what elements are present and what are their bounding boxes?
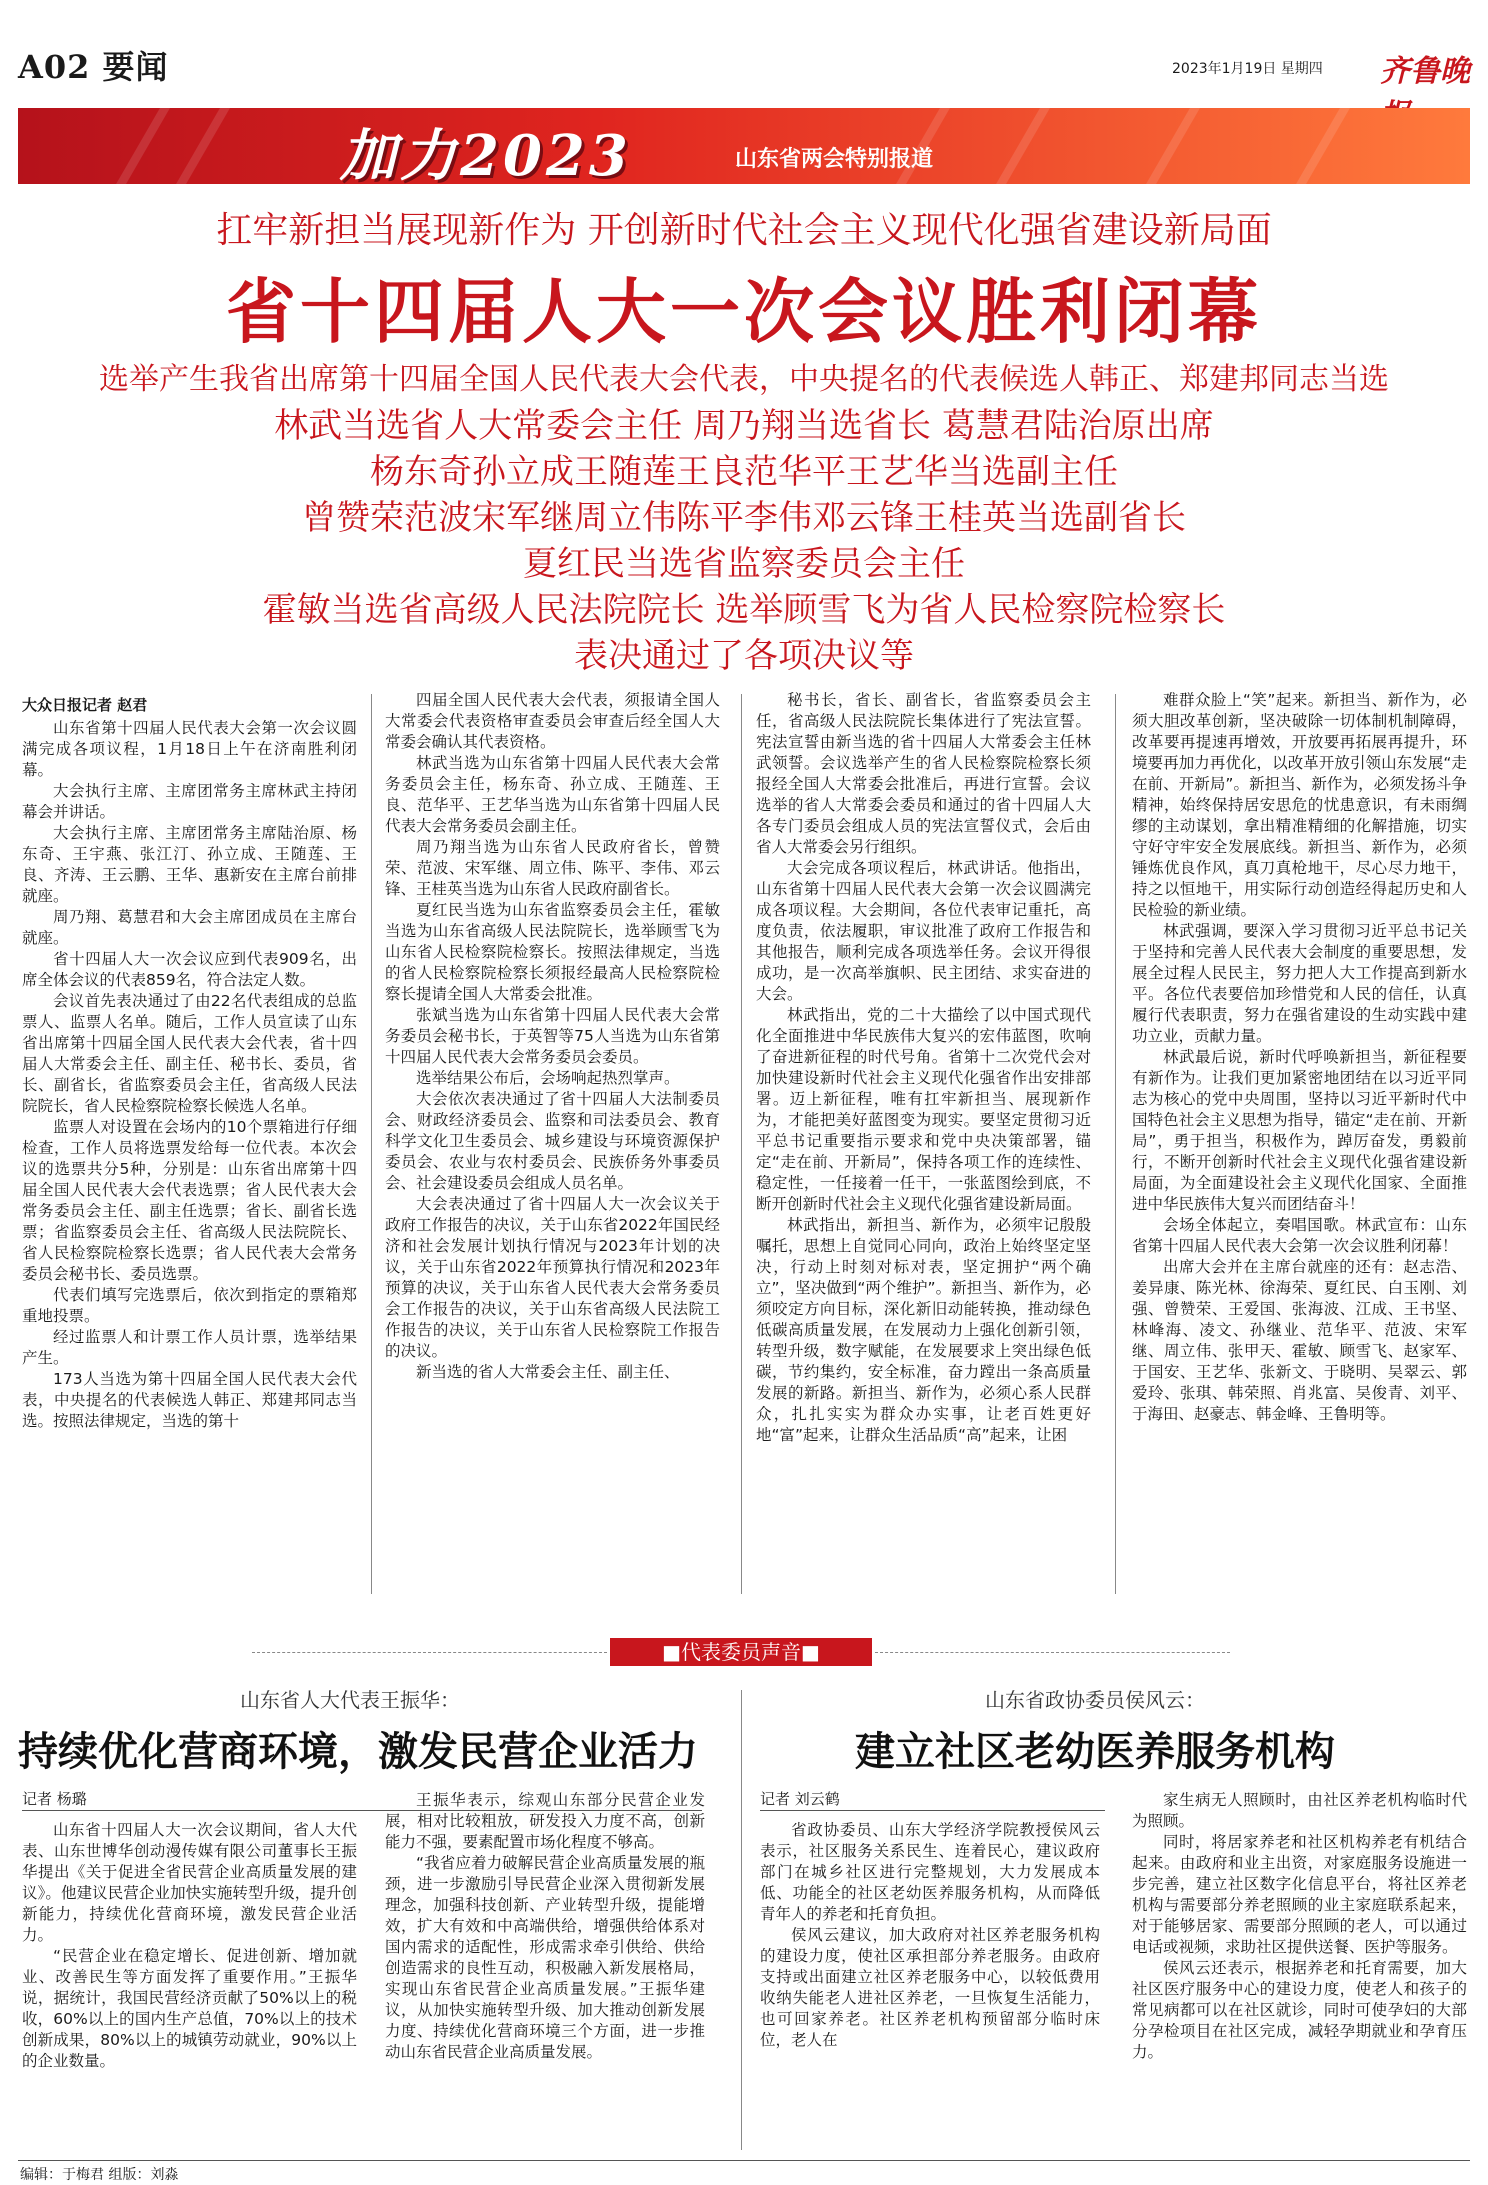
banner-subtitle: 山东省两会特别报道 — [735, 147, 934, 172]
paragraph: 会场全体起立，奏唱国歌。林武宣布：山东省第十四届人民代表大会第一次会议胜利闭幕！ — [1132, 1216, 1467, 1255]
paragraph: 秘书长，省长、副省长，省监察委员会主任，省高级人民法院院长集体进行了宪法宣誓。宪法宣誓由新当选的省十四届人大常委会主任林武领誓。会议选举产生的省人民检察院检察长须报经全国人大常委会批准后，再进行宣誓。会议选举的省人大常委会委员和通过的省十四届人大各专门委员会组成人员的宪法宣誓仪式，会后由省人大常委会另行组织。 — [756, 691, 1091, 856]
issue-date: 2023年1月19日 星期四 — [1172, 61, 1323, 77]
subheadline-7: 表决通过了各项决议等 — [574, 636, 914, 676]
paragraph: 经过监票人和计票工作人员计票，选举结果产生。 — [22, 1328, 357, 1367]
main-article-column-1 — [22, 718, 357, 1432]
section-rule-left — [252, 1652, 607, 1653]
subheadline-2: 林武当选省人大常委会主任 周乃翔当选省长 葛慧君陆治原出席 — [274, 406, 1214, 446]
paragraph: 林武最后说，新时代呼唤新担当，新征程要有新作为。让我们更加紧密地团结在以习近平同志为核心的党中央周围，坚持以习近平新时代中国特色社会主义思想为指导，锚定“走在前、开新局”，勇于担当，积极作为，踔厉奋发，勇毅前行，不断开创新时代社会主义现代化强省建设新局面，为全面建设社会主义现代化国家、全面推进中华民族伟大复兴而团结奋斗！ — [1132, 1048, 1467, 1213]
column-divider — [741, 694, 742, 1594]
paragraph: 林武指出，新担当、新作为，必须牢记殷殷嘱托，思想上自觉同心同向，政治上始终坚定坚决，行动上时刻对标对表，坚定拥护“两个确立”，坚决做到“两个维护”。新担当、新作为，必须咬定方向目标，深化新旧动能转换，推动绿色低碳高质量发展，在发展动力上强化创新引领，转型升级，数字赋能，在发展要求上突出绿色低碳，节约集约，安全标准，奋力蹚出一条高质量发展的新路。新担当、新作为，必须心系人民群众，扎扎实实为群众办实事，让老百姓更好地“富”起来，让群众生活品质“高”起来，让困 — [756, 1216, 1091, 1444]
paragraph: 代表们填写完选票后，依次到指定的票箱郑重地投票。 — [22, 1286, 357, 1325]
paragraph: 四届全国人民代表大会代表，须报请全国人大常委会代表资格审查委员会审查后经全国人大常委会确认其代表资格。 — [385, 691, 720, 751]
paragraph: 周乃翔、葛慧君和大会主席团成员在主席台就座。 — [22, 908, 357, 947]
paragraph: 选举结果公布后，会场响起热烈掌声。 — [416, 1069, 680, 1087]
paragraph: 出席大会并在主席台就座的还有：赵志浩、姜异康、陈光林、徐海荣、夏红民、白玉刚、刘强、曾赞荣、王爱国、张海波、江成、王书坚、林峰海、凌文、孙继业、范华平、范波、宋军继、周立伟、张甲天、霍敏、顾雪飞、赵家军、于国安、王艺华、张新文、于晓明、吴翠云、郭爱玲、张琪、韩荣照、肖兆富、吴俊青、刘平、于海田、赵豪志、韩金峰、王鲁明等。 — [1132, 1258, 1467, 1423]
page-code: A02 要闻 — [18, 48, 169, 86]
paragraph: 会议首先表决通过了由22名代表组成的总监票人、监票人名单。随后，工作人员宣读了山东省出席第十四届全国人民代表大会代表，省十四届人大常委会主任、副主任、秘书长、委员，省长、副省长，省监察委员会主任，省高级人民法院院长，省人民检察院检察长候选人名单。 — [22, 992, 357, 1115]
subheadline-3: 杨东奇孙立成王随莲王良范华平王艺华当选副主任 — [370, 452, 1118, 492]
paragraph: 大会依次表决通过了省十四届人大法制委员会、财政经济委员会、监察和司法委员会、教育科学文化卫生委员会、城乡建设与环境资源保护委员会、农业与农村委员会、民族侨务外事委员会、社会建设委员会组成人员名单。 — [385, 1090, 720, 1192]
paragraph: 大会完成各项议程后，林武讲话。他指出，山东省第十四届人民代表大会第一次会议圆满完成各项议程。大会期间，各位代表审记重托，高度负责，依法履职，审议批准了政府工作报告和其他报告，顺利完成各项选举任务。会议开得很成功，是一次高举旗帜、民主团结、求实奋进的大会。 — [756, 859, 1091, 1003]
left-article-byline: 记者 杨璐 — [22, 1790, 87, 1808]
subheadline-1: 选举产生我省出席第十四届全国人民代表大会代表，中央提名的代表候选人韩正、郑建邦同志当选 — [99, 362, 1389, 397]
column-divider — [1115, 694, 1116, 1594]
right-article-title: 建立社区老幼医养服务机构 — [855, 1728, 1335, 1775]
paragraph: 监票人对设置在会场内的10个票箱进行仔细检查，工作人员将选票发给每一位代表。本次会议的选票共分5种，分别是：山东省出席第十四届全国人民代表大会代表选票；省人民代表大会常务委员会主任、副主任选票；省长、副省长选票；省监察委员会主任、省高级人民法院院长、省人民检察院检察长选票；省人民代表大会常务委员会秘书长、委员选票。 — [22, 1118, 357, 1283]
paragraph: 林武当选为山东省第十四届人民代表大会常务委员会主任，杨东奇、孙立成、王随莲、王良、范华平、王艺华当选为山东省第十四届人民代表大会常务委员会副主任。 — [385, 754, 720, 835]
footer-rule — [18, 2160, 1470, 2161]
paragraph: 大会执行主席、主席团常务主席陆治原、杨东奇、王宇燕、张江汀、孙立成、王随莲、王良、齐涛、王云鹏、王华、惠新安在主席台前排就座。 — [22, 824, 357, 905]
paragraph: 省政协委员、山东大学经济学院教授侯风云表示，社区服务关系民生、连着民心，建议政府部门在城乡社区进行完整规划，大力发展成本低、功能全的社区老幼医养服务机构，从而降低青年人的养老和托育负担。 — [760, 1821, 1100, 1923]
paragraph: 大会表决通过了省十四届人大一次会议关于政府工作报告的决议，关于山东省2022年国民经济和社会发展计划执行情况与2023年计划的决议，关于山东省2022年预算执行情况和2023年预算的决议，关于山东省人民代表大会常务委员会工作报告的决议，关于山东省高级人民法院工作报告的决议，关于山东省人民检察院工作报告的决议。 — [385, 1195, 720, 1360]
left-article-title: 持续优化营商环境，激发民营企业活力 — [18, 1728, 698, 1775]
subheadline-6: 霍敏当选省高级人民法院院长 选举顾雪飞为省人民检察院检察长 — [262, 590, 1226, 630]
newspaper-brand: 齐鲁晚 — [1380, 54, 1470, 89]
paragraph: 大会执行主席、主席团常务主席林武主持闭幕会并讲话。 — [22, 782, 357, 821]
left-article-intro: 山东省人大代表王振华： — [240, 1688, 460, 1712]
main-article-column-4 — [1132, 690, 1467, 1425]
left-article-column-2 — [385, 1790, 705, 2063]
paragraph: 省十四届人大一次会议应到代表909名，出席全体会议的代表859名，符合法定人数。 — [22, 950, 357, 989]
main-byline: 大众日报记者 赵君 — [22, 696, 148, 714]
subheadline-4: 曾赞荣范波宋军继周立伟陈平李伟邓云锋王桂英当选副省长 — [302, 498, 1186, 538]
banner-title: 加力2023 — [340, 123, 632, 184]
section-title: ■代表委员声音■ — [610, 1638, 872, 1666]
paragraph: “民营企业在稳定增长、促进创新、增加就业、改善民生等方面发挥了重要作用。”王振华说，据统计，我国民营经济贡献了50%以上的税收，60%以上的国内生产总值，70%以上的技术创新成果，80%以上的城镇劳动就业，90%以上的企业数量。 — [22, 1947, 357, 2070]
paragraph: 林武指出，党的二十大描绘了以中国式现代化全面推进中华民族伟大复兴的宏伟蓝图，吹响了奋进新征程的时代号角。省第十二次党代会对加快建设新时代社会主义现代化强省作出安排部署。迈上新征程，唯有扛牢新担当、展现新作为，才能把美好蓝图变为现实。要坚定贯彻习近平总书记重要指示要求和党中央决策部署，锚定“走在前、开新局”，保持各项工作的连续性、稳定性，一任接着一任干，一张蓝图绘到底，不断开创新时代社会主义现代化强省建设新局面。 — [756, 1006, 1091, 1213]
right-article-column-2 — [1132, 1790, 1467, 2063]
column-divider — [371, 694, 372, 1594]
paragraph: 林武强调，要深入学习贯彻习近平总书记关于坚持和完善人民代表大会制度的重要思想，发展全过程人民民主，努力把人大工作提高到新水平。各位代表要倍加珍惜党和人民的信任，认真履行代表职责，努力在强省建设的生动实践中建功立业，贡献力量。 — [1132, 922, 1467, 1045]
paragraph: 同时，将居家养老和社区机构养老有机结合起来。由政府和业主出资，对家庭服务设施进一步完善，建立社区数字化信息平台，将社区养老机构与需要部分养老照顾的业主家庭联系起来，对于能够居家、需要部分照顾的老人，可以通过电话或视频，求助社区提供送餐、医护等服务。 — [1132, 1833, 1467, 1956]
main-article-column-2 — [385, 690, 720, 1383]
paragraph: 侯风云建议，加大政府对社区养老服务机构的建设力度，使社区承担部分养老服务。由政府支持或出面建立社区养老服务中心，以较低费用收纳失能老人进社区养老，一旦恢复生活能力，也可回家养老。社区养老机构预留部分临时床位，老人在 — [760, 1926, 1100, 2049]
right-article-intro: 山东省政协委员侯风云： — [985, 1688, 1205, 1712]
subheadline-5: 夏红民当选省监察委员会主任 — [523, 544, 965, 584]
section-rule-right — [875, 1652, 1230, 1653]
paragraph: 王振华表示，综观山东部分民营企业发展，相对比较粗放，研发投入力度不高，创新能力不强，要素配置市场化程度不够高。 — [385, 1791, 705, 1851]
right-article-byline: 记者 刘云鹤 — [760, 1790, 840, 1808]
main-article-column-3 — [756, 690, 1091, 1446]
paragraph: 山东省第十四届人民代表大会第一次会议圆满完成各项议程，1月18日上午在济南胜利闭幕。 — [22, 719, 357, 779]
headline-intro: 扛牢新担当展现新作为 开创新时代社会主义现代化强省建设新局面 — [216, 210, 1272, 251]
column-divider — [741, 1690, 742, 2150]
paragraph: 夏红民当选为山东省监察委员会主任，霍敏当选为山东省高级人民法院院长，选举顾雪飞为山东省人民检察院检察长。按照法律规定，当选的省人民检察院检察长须报经最高人民检察院检察长提请全国人大常委会批准。 — [385, 901, 720, 1003]
right-article-column-1 — [760, 1820, 1100, 2051]
paragraph: “我省应着力破解民营企业高质量发展的瓶颈，进一步激励引导民营企业深入贯彻新发展理念，加强科技创新、产业转型升级，提能增效，扩大有效和中高端供给，增强供给体系对国内需求的适配性，形成需求牵引供给、供给创造需求的良性互动，积极融入新发展格局，实现山东省民营企业高质量发展。”王振华建议，从加快实施转型升级、加大推动创新发展力度、持续优化营商环境三个方面，进一步推动山东省民营企业高质量发展。 — [385, 1854, 705, 2061]
paragraph: 周乃翔当选为山东省人民政府省长，曾赞荣、范波、宋军继、周立伟、陈平、李伟、邓云锋、王桂英当选为山东省人民政府副省长。 — [385, 838, 720, 898]
paragraph: 难群众脸上“笑”起来。新担当、新作为，必须大胆改革创新，坚决破除一切体制机制障碍，改革要再提速再增效，开放要再拓展再提升，环境要再加力再优化，以改革开放引领山东发展“走在前、开新局”。新担当、新作为，必须发扬斗争精神，始终保持居安思危的忧患意识，有未雨绸缪的主动谋划，拿出精准精细的化解措施，切实守好守牢安全发展底线。新担当、新作为，必须锤炼优良作风，真刀真枪地干，尽心尽力地干，持之以恒地干，用实际行动创造经得起历史和人民检验的新业绩。 — [1132, 691, 1467, 919]
paragraph: 侯风云还表示，根据养老和托育需要，加大社区医疗服务中心的建设力度，使老人和孩子的常见病都可以在社区就诊，同时可使孕妇的大部分孕检项目在社区完成，减轻孕期就业和孕育压力。 — [1132, 1959, 1467, 2061]
right-article-rule — [760, 1810, 1105, 1811]
left-article-column-1 — [22, 1820, 357, 2072]
paragraph: 张斌当选为山东省第十四届人民代表大会常务委员会秘书长，于英智等75人当选为山东省第十四届人民代表大会常务委员会委员。 — [385, 1006, 720, 1066]
paragraph: 山东省十四届人大一次会议期间，省人大代表、山东世博华创动漫传媒有限公司董事长王振华提出《关于促进全省民营企业高质量发展的建议》。他建议民营企业加快实施转型升级，提升创新能力，持续优化营商环境，激发民营企业活力。 — [22, 1821, 357, 1944]
footer-credits: 编辑：于梅君 组版：刘淼 — [20, 2167, 179, 2183]
paragraph: 新当选的省人大常委会主任、副主任、 — [416, 1363, 680, 1381]
special-report-banner — [18, 108, 1470, 184]
paragraph: 家生病无人照顾时，由社区养老机构临时代为照顾。 — [1132, 1791, 1467, 1830]
main-headline: 省十四届人大一次会议胜利闭幕 — [226, 270, 1262, 353]
paragraph: 173人当选为第十四届全国人民代表大会代表，中央提名的代表候选人韩正、郑建邦同志当选。按照法律规定，当选的第十 — [22, 1370, 357, 1430]
